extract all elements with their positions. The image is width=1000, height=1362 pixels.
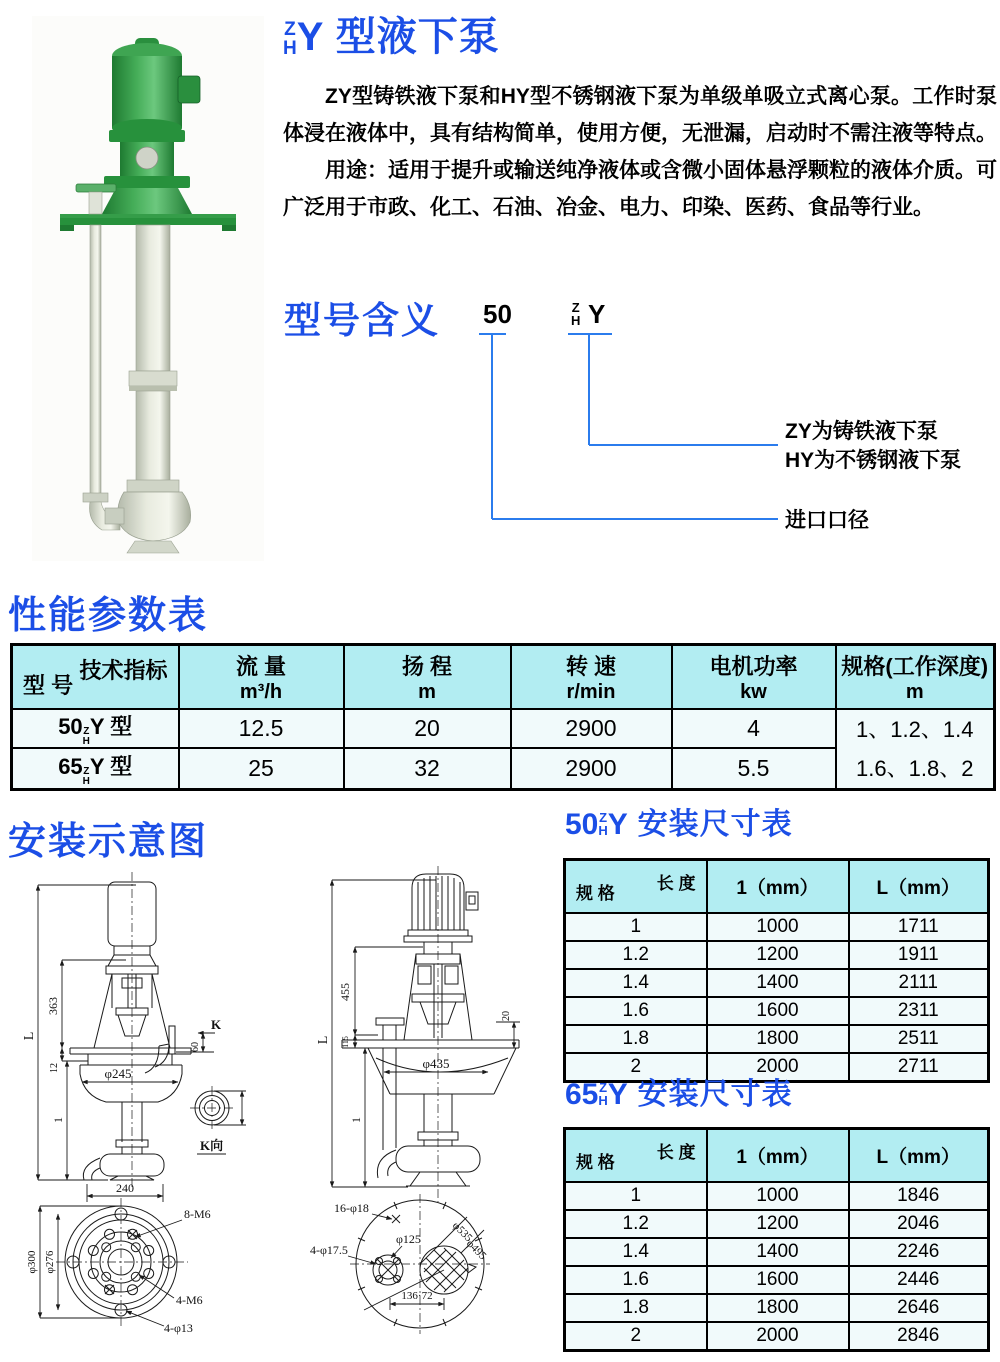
- cell: 2000: [707, 1053, 849, 1082]
- col-header-power: 电机功率 kw: [672, 645, 836, 709]
- cell: 2: [565, 1053, 707, 1082]
- corner-cell: [565, 1129, 707, 1182]
- label-d535: φ535: [449, 1219, 475, 1245]
- label-4-d13: 4-φ13: [164, 1321, 193, 1335]
- heading-suffix: Y 安装尺寸表: [607, 1078, 793, 1111]
- cell: 1000: [707, 1182, 849, 1210]
- dim-d435: φ435: [422, 1056, 450, 1071]
- install50-header-row: [565, 860, 989, 913]
- col-header-flow: 流 量 m³/h: [179, 645, 344, 709]
- model-label-50: 50 Z H Y 型: [12, 709, 179, 749]
- cell: 2111: [849, 969, 989, 997]
- label-4-d175: 4-φ17.5: [310, 1243, 348, 1257]
- heading-zh-stack: Z H: [598, 810, 608, 838]
- label-d125: φ125: [396, 1232, 421, 1246]
- cell: 1000: [707, 913, 849, 941]
- cell: 1.6: [565, 997, 707, 1025]
- cell: 2311: [849, 997, 989, 1025]
- col-header-head: 扬 程 m: [344, 645, 511, 709]
- cell: 1200: [707, 1210, 849, 1238]
- cell: 1: [565, 1182, 707, 1210]
- cell: 1.2: [565, 941, 707, 969]
- cell: 2000: [707, 1322, 849, 1351]
- table-row: [565, 941, 989, 969]
- cell: 2646: [849, 1294, 989, 1322]
- table-row: [565, 1182, 989, 1210]
- title-text: Y 型液下泵: [296, 15, 500, 59]
- cell-power: 5.5: [672, 748, 836, 789]
- cell: 1.2: [565, 1210, 707, 1238]
- corner-bottom-label: 型 号: [23, 672, 74, 698]
- label-16-d18: 16-φ18: [334, 1201, 369, 1215]
- col-header-L-big: L（mm）: [849, 1129, 989, 1182]
- cell: 1400: [707, 969, 849, 997]
- model-meaning-lines: [430, 300, 790, 535]
- label-k-view: K向: [200, 1138, 224, 1153]
- cell: 2711: [849, 1053, 989, 1082]
- dim-115: 115: [341, 1036, 350, 1048]
- cell-head: 20: [344, 709, 511, 749]
- flange-view-50: [26, 1198, 211, 1335]
- cell-flow: 12.5: [179, 709, 344, 749]
- cell: 2: [565, 1322, 707, 1351]
- heading-suffix: Y 安装尺寸表: [607, 808, 793, 841]
- table-row: [565, 1238, 989, 1266]
- performance-heading: 性能参数表: [8, 595, 209, 637]
- dim-363: 363: [46, 997, 60, 1015]
- performance-row-50: [12, 709, 995, 749]
- stack-h: H: [571, 313, 581, 328]
- dim-240: 240: [116, 1181, 134, 1195]
- stack-z: Z: [571, 300, 580, 315]
- cell: 1.8: [565, 1294, 707, 1322]
- table-row: [565, 1266, 989, 1294]
- label-zy-meaning: ZY为铸铁液下泵: [785, 420, 938, 443]
- table-row: [565, 997, 989, 1025]
- dim-136-72: 136·72: [401, 1290, 433, 1302]
- table-row: [565, 1025, 989, 1053]
- page-title: [283, 16, 500, 58]
- intro-paragraph-1: ZY型铸铁液下泵和HY型不锈钢液下泵为单级单吸立式离心泵。工作时泵体浸在液体中，具有结构简单，使用方便，无泄漏，启动时不需注液等特点。: [283, 85, 997, 145]
- flange-view-65: [310, 1194, 490, 1334]
- install65-heading: [565, 1080, 793, 1110]
- cell: 1800: [707, 1025, 849, 1053]
- label-d495: φ495: [463, 1237, 489, 1263]
- corner-top-label: 长 度: [656, 874, 696, 893]
- table-row: [565, 969, 989, 997]
- corner-cell: [565, 860, 707, 913]
- cell-power: 4: [672, 709, 836, 749]
- dim-12: 12: [49, 1063, 60, 1073]
- cell-spec-depths: 1、1.2、1.4 1.6、1.8、2: [836, 709, 995, 790]
- intro-paragraph-2: 用途：适用于提升或输送纯净液体或含微小固体悬浮颗粒的液体介质。可广泛用于市政、化工、石油、冶金、电力、印染、医药、食品等行业。: [283, 159, 997, 219]
- cell-head: 32: [344, 748, 511, 789]
- stack-h: H: [283, 38, 297, 59]
- install65-table: [563, 1127, 990, 1352]
- dim-60: 60: [190, 1042, 201, 1052]
- table-row: [565, 1210, 989, 1238]
- heading-zh-stack: Z H: [598, 1080, 608, 1108]
- corner-top-label: 长 度: [656, 1143, 696, 1162]
- table-row: [565, 1053, 989, 1082]
- dim-1: 1: [51, 1117, 65, 1123]
- model-label-65: 65 Z H Y 型: [12, 748, 179, 789]
- cell: 1600: [707, 1266, 849, 1294]
- dim-L: L: [22, 1031, 37, 1041]
- cell-speed: 2900: [511, 709, 672, 749]
- dim-1: 1: [349, 1117, 363, 1123]
- install50-table: [563, 858, 990, 1083]
- cell: 2246: [849, 1238, 989, 1266]
- label-hy-meaning: HY为不锈钢液下泵: [785, 449, 962, 472]
- pump-product-photo: [32, 16, 264, 561]
- dim-d245: φ245: [104, 1066, 132, 1081]
- table-row: [565, 1294, 989, 1322]
- performance-header-row: [12, 645, 995, 709]
- pump-side-view-65: [342, 866, 519, 1202]
- dim-455: 455: [338, 983, 352, 1001]
- dim-d300: φ300: [26, 1250, 38, 1274]
- k-view-50: [190, 1086, 246, 1154]
- corner-cell: [12, 645, 179, 709]
- cell: 1.8: [565, 1025, 707, 1053]
- title-zh-stack: [283, 20, 297, 58]
- heading-prefix: 65: [565, 1078, 599, 1111]
- corner-top-label: 技术指标: [79, 658, 168, 683]
- model-meaning-heading: 型号含义: [284, 300, 440, 341]
- cell-flow: 25: [179, 748, 344, 789]
- col-header-l-small: 1（mm）: [707, 1129, 849, 1182]
- cell: 1846: [849, 1182, 989, 1210]
- install65-header-row: [565, 1129, 989, 1182]
- col-header-spec: 规格(工作深度) m: [836, 645, 995, 709]
- corner-bottom-label: 规 格: [576, 1152, 615, 1172]
- cell: 1: [565, 913, 707, 941]
- table-row: [565, 1322, 989, 1351]
- cell: 2511: [849, 1025, 989, 1053]
- install50-heading: [565, 810, 793, 840]
- stack-z: Z: [284, 19, 296, 40]
- heading-prefix: 50: [565, 808, 599, 841]
- cell: 1200: [707, 941, 849, 969]
- cell: 1800: [707, 1294, 849, 1322]
- corner-bottom-label: 规 格: [576, 883, 615, 903]
- col-header-speed: 转 速 r/min: [511, 645, 672, 709]
- cell: 2846: [849, 1322, 989, 1351]
- cell: 2446: [849, 1266, 989, 1294]
- cell-speed: 2900: [511, 748, 672, 789]
- intro-paragraphs: [283, 78, 997, 226]
- install-section-heading: 安装示意图: [8, 821, 209, 863]
- pump-side-view-50: [70, 872, 191, 1190]
- dim-L: L: [316, 1035, 331, 1045]
- install-diagram-65: [288, 852, 588, 1358]
- col-header-L-big: L（mm）: [849, 860, 989, 913]
- dim-20: 20: [501, 1011, 512, 1021]
- model-code-size: 50: [483, 299, 512, 329]
- performance-table: [10, 643, 996, 791]
- cell: 1600: [707, 997, 849, 1025]
- install-diagram-50: [18, 858, 288, 1358]
- cell: 2046: [849, 1210, 989, 1238]
- cell: 1400: [707, 1238, 849, 1266]
- dim-d276: φ276: [44, 1250, 56, 1274]
- table-row: [565, 913, 989, 941]
- cell: 1.4: [565, 1238, 707, 1266]
- label-4-M6: 4-M6: [176, 1293, 203, 1307]
- cell: 1.6: [565, 1266, 707, 1294]
- cell: 1711: [849, 913, 989, 941]
- label-K: K: [211, 1017, 222, 1032]
- label-inlet-diameter: 进口口径: [785, 509, 869, 532]
- col-header-l-small: 1（mm）: [707, 860, 849, 913]
- model-code-type: Y: [588, 299, 606, 329]
- cell: 1911: [849, 941, 989, 969]
- cell: 1.4: [565, 969, 707, 997]
- label-8-M6: 8-M6: [184, 1207, 211, 1221]
